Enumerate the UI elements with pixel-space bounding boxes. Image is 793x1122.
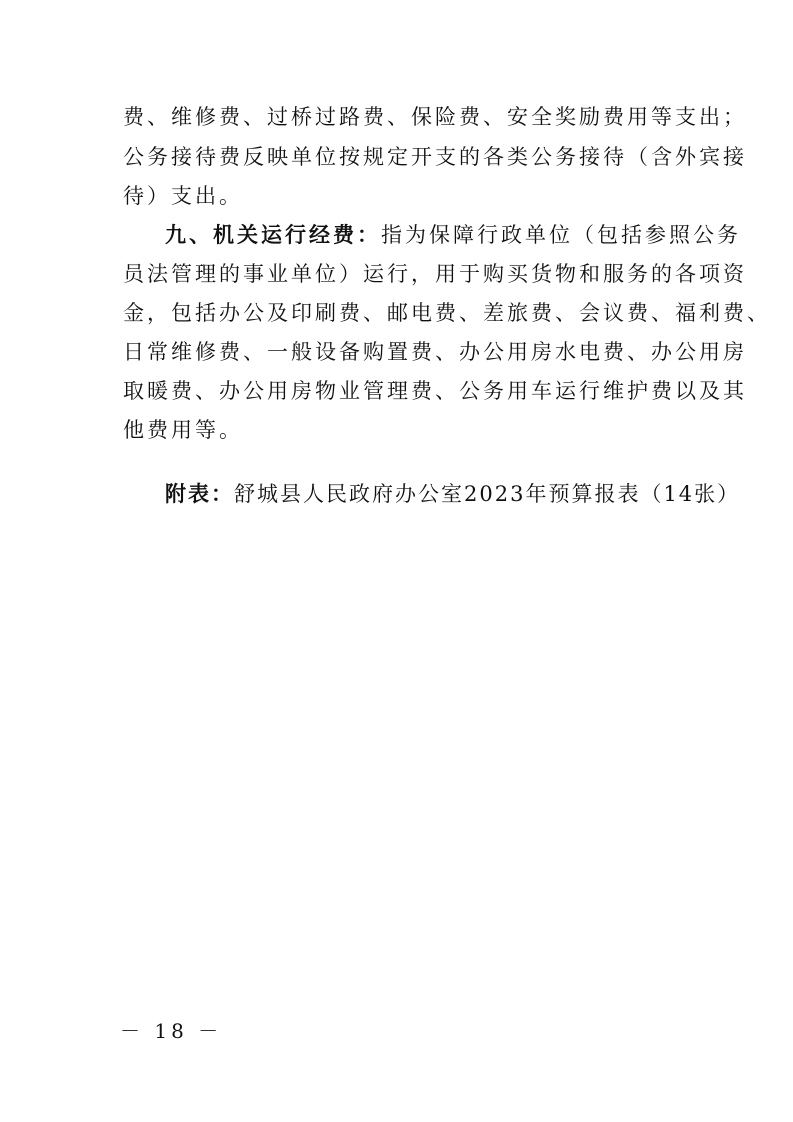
section-nine-first-line	[165, 215, 741, 255]
body-line: 取暖费、办公用房物业管理费、公务用车运行维护费以及其	[123, 379, 747, 403]
body-line: 员法管理的事业单位）运行，用于购买货物和服务的各项资	[123, 262, 747, 286]
page-number: － 18 －	[120, 1019, 223, 1043]
section-heading: 九、机关运行经费：	[165, 222, 381, 247]
attachment-line	[165, 474, 741, 514]
body-line: 他费用等。	[123, 418, 243, 442]
body-text: 指为保障行政单位（包括参照公务	[381, 223, 741, 247]
body-line: 金，包括办公及印刷费、邮电费、差旅费、会议费、福利费、	[123, 301, 771, 325]
body-line: 公务接待费反映单位按规定开支的各类公务接待（含外宾接	[123, 145, 747, 169]
body-line: 待）支出。	[123, 184, 243, 208]
attachment-label: 附表：	[165, 481, 234, 506]
body-line: 费、维修费、过桥过路费、保险费、安全奖励费用等支出；	[123, 105, 747, 129]
body-line: 日常维修费、一般设备购置费、办公用房水电费、办公用房	[123, 340, 747, 364]
attachment-text: 舒城县人民政府办公室2023年预算报表（14张）	[234, 482, 741, 506]
